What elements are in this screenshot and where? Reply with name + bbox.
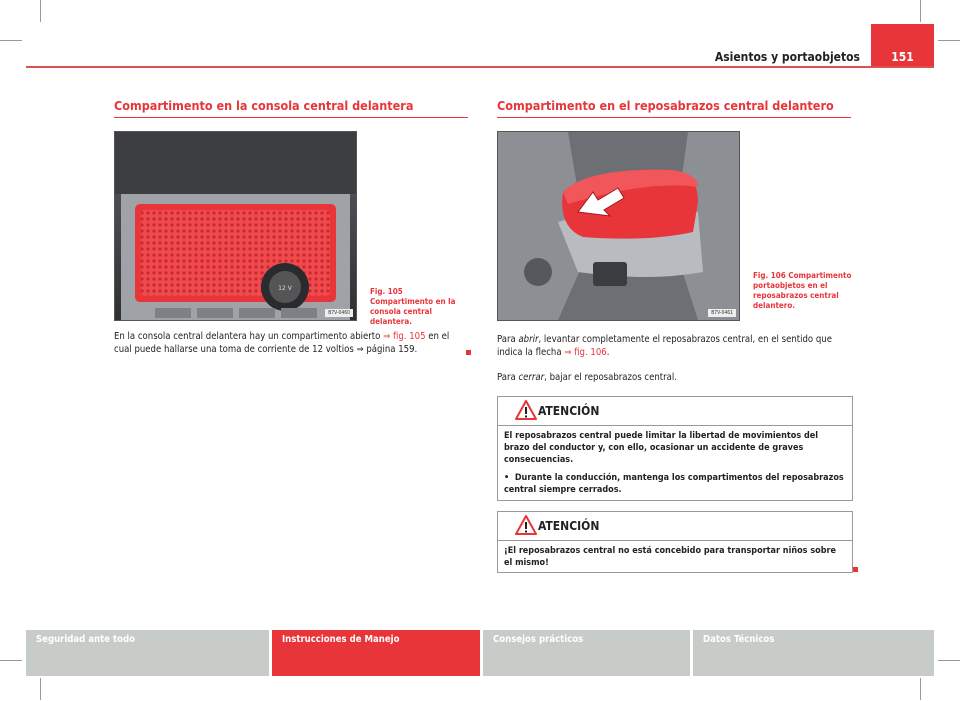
crop-mark	[0, 660, 22, 661]
crop-mark	[40, 0, 41, 22]
footer-tab-seguridad[interactable]: Seguridad ante todo	[26, 630, 269, 676]
crop-mark	[938, 660, 960, 661]
bullet-icon: •	[504, 473, 510, 483]
warning-header	[498, 397, 852, 426]
page-number: 151	[871, 24, 934, 67]
section-title-right: Compartimento en el reposabrazos central delantero	[497, 98, 834, 113]
title-rule-left	[114, 117, 468, 118]
warning-text: ¡El reposabrazos central no está concebido para transportar niños sobre el mismo!	[504, 546, 836, 568]
header-title: Asientos y portaobjetos	[714, 50, 860, 64]
section-end-marker	[853, 567, 858, 572]
left-body-text	[114, 330, 468, 356]
photo-code: B7V-0460	[325, 309, 353, 317]
warning-triangle-icon	[515, 515, 537, 535]
body-text-segment: , levantar completamente el reposabrazos central, en el sentido que indica la flecha	[497, 334, 832, 358]
figure-106-caption: Fig. 106 Compartimento portaobjetos en el reposabrazos central delantero.	[753, 271, 852, 310]
crop-mark	[920, 678, 921, 700]
right-body-p2	[497, 371, 851, 384]
crop-mark	[0, 40, 22, 41]
body-text-segment: Para	[497, 334, 519, 345]
footer-tab-datos[interactable]: Datos Técnicos	[693, 630, 934, 676]
body-text-segment: Para	[497, 372, 519, 383]
warning-box-2	[497, 511, 853, 573]
warning-title: ATENCIÓN	[538, 404, 600, 418]
console-compartment-illustration	[115, 132, 356, 320]
warning-bullet-item	[504, 472, 846, 496]
figure-link[interactable]: ⇒ fig. 105	[383, 331, 426, 342]
header-rule	[26, 66, 934, 68]
emphasis-open: abrir	[518, 334, 539, 345]
figure-105-caption: Fig. 105 Compartimento en la consola central delantera.	[370, 287, 456, 326]
right-body-p1	[497, 333, 851, 359]
warning-text: El reposabrazos central puede limitar la libertad de movimientos del brazo del conductor y, con ello, ocasionar un accidente de graves consecuencias.	[504, 431, 819, 465]
warning-bullet-text: Durante la conducción, mantenga los compartimentos del reposabrazos central siempre cerrados.	[504, 473, 844, 495]
body-text-segment: , bajar el reposabrazos central.	[544, 372, 677, 383]
footer-tab-instrucciones[interactable]: Instrucciones de Manejo	[272, 630, 480, 676]
photo-code: B7V-0461	[708, 309, 736, 317]
body-text-segment: En la consola central delantera hay un compartimento abierto	[114, 331, 384, 342]
crop-mark	[40, 678, 41, 700]
warning-header	[498, 512, 852, 541]
crop-mark	[920, 0, 921, 22]
warning-body	[498, 541, 852, 579]
section-title-left: Compartimento en la consola central delantera	[114, 98, 414, 113]
emphasis-close: cerrar	[518, 372, 545, 383]
section-end-marker	[466, 350, 471, 355]
socket-label: 12 V	[278, 285, 292, 292]
warning-body	[498, 426, 852, 506]
warning-box-1	[497, 396, 853, 501]
body-text-segment: en el cual puede hallarse una toma de corriente de 12 voltios ⇒ página 159.	[114, 331, 450, 355]
footer-tab-consejos[interactable]: Consejos prácticos	[483, 630, 690, 676]
armrest-illustration	[498, 132, 739, 320]
figure-link[interactable]: ⇒ fig. 106	[564, 347, 607, 358]
crop-mark	[938, 40, 960, 41]
figure-105-photo	[114, 131, 357, 321]
body-text-segment: .	[606, 347, 610, 358]
title-rule-right	[497, 117, 851, 118]
warning-triangle-icon	[515, 400, 537, 420]
warning-title: ATENCIÓN	[538, 519, 600, 533]
figure-106-photo	[497, 131, 740, 321]
